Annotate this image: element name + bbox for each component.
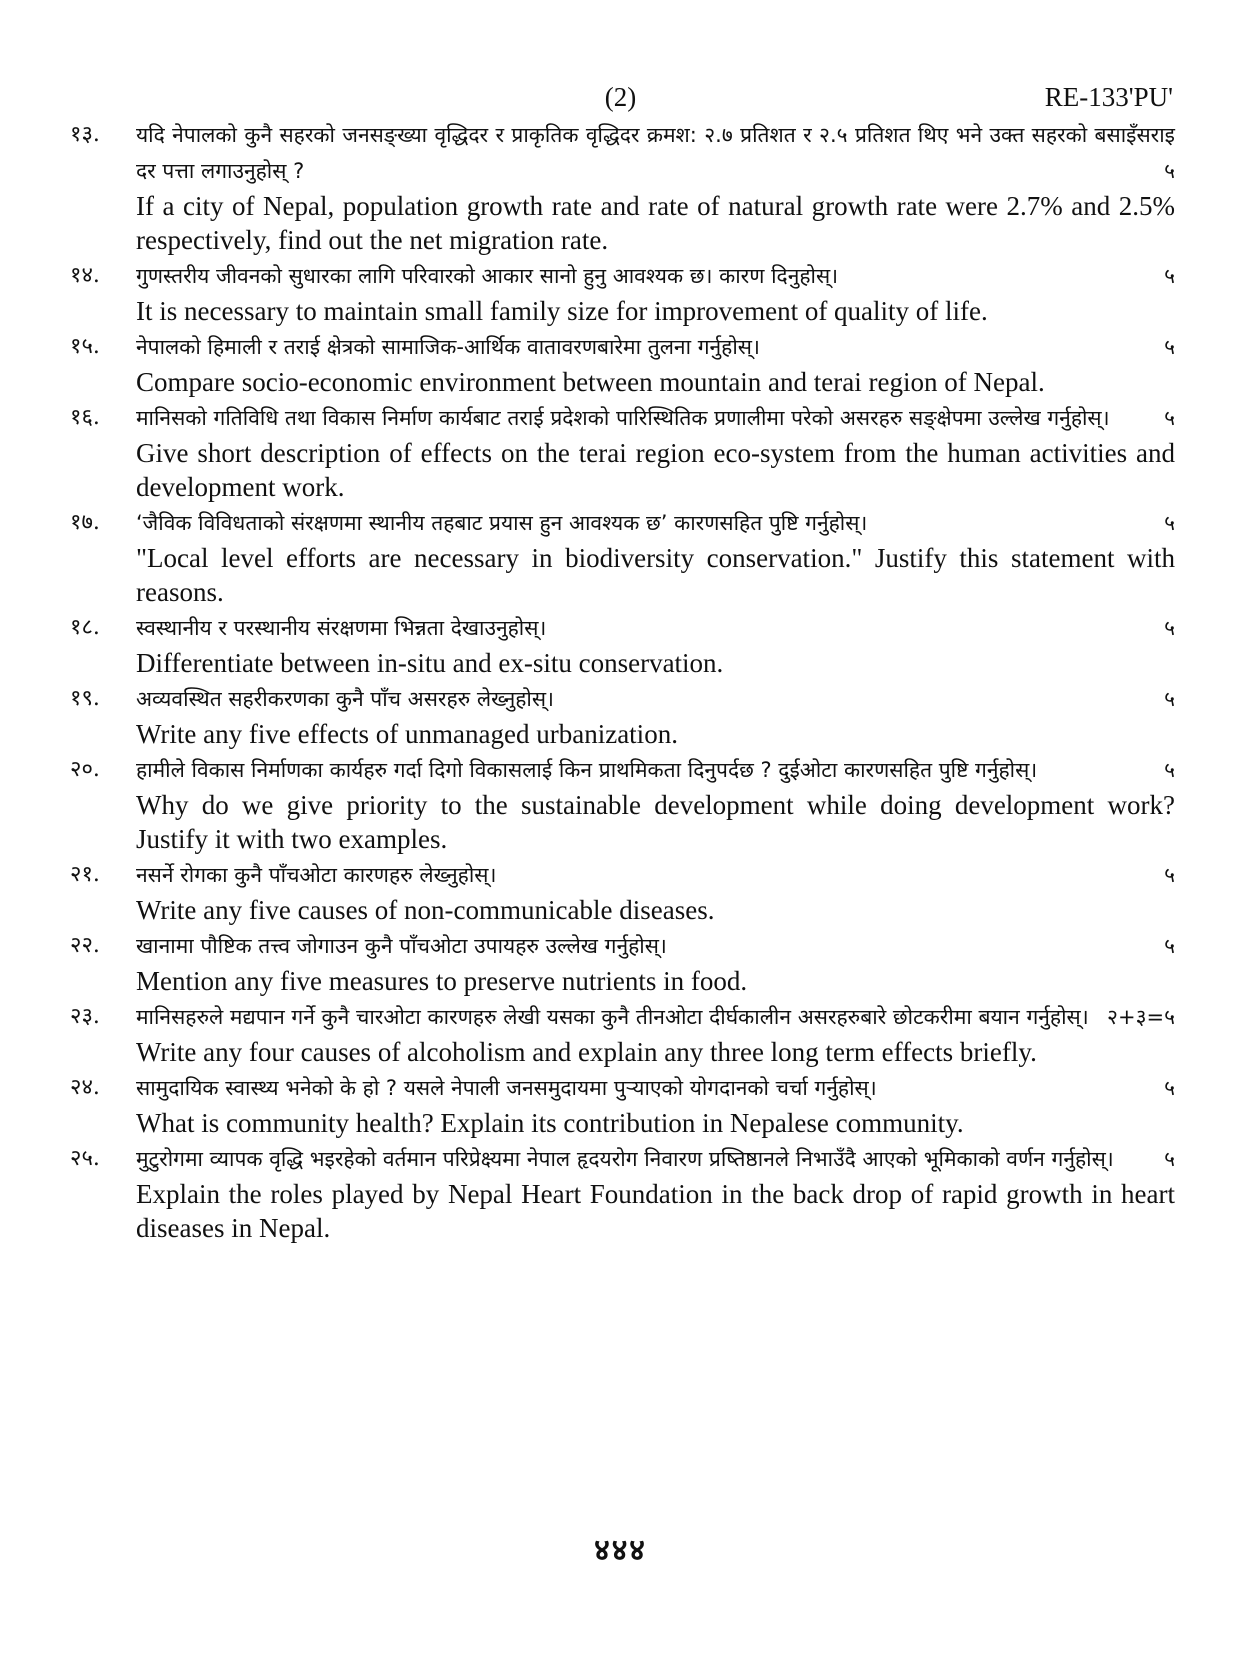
- end-of-paper-mark: ४४४: [594, 1533, 647, 1568]
- question-18: [70, 610, 1175, 680]
- question-text-nepali: ५ स्वस्थानीय र परस्थानीय संरक्षणमा भिन्नता देखाउनुहोस्।: [136, 610, 1175, 646]
- question-marks: ५: [1164, 1147, 1175, 1171]
- question-17: [70, 505, 1175, 609]
- question-number: १८.: [70, 615, 100, 640]
- question-text-nepali: मानिसको गतिविधि तथा विकास निर्माण कार्यबाट तराई प्रदेशको पारिस्थितिक प्रणालीमा परेको असरहरु सङ्क्षेपमा उल्लेख गर्नुहोस्। ५: [136, 400, 1175, 436]
- question-marks: ५: [1164, 863, 1175, 887]
- question-16: [70, 400, 1175, 504]
- question-20: [70, 752, 1175, 856]
- question-text-nepali: मुटुरोगमा व्यापक वृद्धि भइरहेको वर्तमान परिप्रेक्ष्यमा नेपाल हृदयरोग निवारण प्रष्तिष्ठानले निभाउँदै आएको भूमिकाको वर्णन गर्नुहोस्। ५: [136, 1141, 1175, 1177]
- question-marks: ५: [1164, 511, 1175, 535]
- question-marks: ५: [1164, 1076, 1175, 1100]
- question-number: २२.: [70, 933, 100, 958]
- question-number: १५.: [70, 334, 100, 359]
- question-text-nepali: ५ ‘जैविक विविधताको संरक्षणमा स्थानीय तहबाट प्रयास हुन आवश्यक छ’ कारणसहित पुष्टि गर्नुहोस्।: [136, 505, 1175, 541]
- question-text-nepali: ५ गुणस्तरीय जीवनको सुधारका लागि परिवारको आकार सानो हुनु आवश्यक छ। कारण दिनुहोस्।: [136, 258, 1175, 294]
- question-text-english: Write any five effects of unmanaged urbanization.: [136, 719, 678, 749]
- question-list: [70, 117, 1175, 1246]
- question-text-english: Mention any five measures to preserve nutrients in food.: [136, 966, 748, 996]
- question-15: [70, 329, 1175, 399]
- question-text-nepali: यदि नेपालको कुनै सहरको जनसङ्ख्या वृद्धिदर र प्राकृतिक वृद्धिदर क्रमश: २.७ प्रतिशत र २.५ प्रतिशत थिए भने उक्त सहरको बसाइँसराइ दर पत्ता लगाउनुहोस् ? ५: [136, 117, 1175, 189]
- question-marks: ५: [1164, 616, 1175, 640]
- question-text-english: Differentiate between in-situ and ex-situ conservation.: [136, 648, 724, 678]
- question-text-english: Write any five causes of non-communicable diseases.: [136, 895, 715, 925]
- question-marks: ५: [1164, 758, 1175, 782]
- question-text-nepali: ५ सामुदायिक स्वास्थ्य भनेको के हो ? यसले नेपाली जनसमुदायमा पुऱ्याएको योगदानको चर्चा गर्नुहोस्।: [136, 1070, 1175, 1106]
- question-marks: ५: [1164, 406, 1175, 430]
- question-25: [70, 1141, 1175, 1245]
- question-number: २३.: [70, 1004, 100, 1029]
- question-text-nepali: ५ नसर्ने रोगका कुनै पाँचओटा कारणहरु लेख्नुहोस्।: [136, 857, 1175, 893]
- question-number: १७.: [70, 510, 100, 535]
- question-text-nepali: ५ नेपालको हिमाली र तराई क्षेत्रको सामाजिक-आर्थिक वातावरणबारेमा तुलना गर्नुहोस्।: [136, 329, 1175, 365]
- question-19: [70, 681, 1175, 751]
- question-text-nepali: हामीले विकास निर्माणका कार्यहरु गर्दा दिगो विकासलाई किन प्राथमिकता दिनुपर्दछ ? दुईओटा कारणसहित पुष्टि गर्नुहोस्। ५: [136, 752, 1175, 788]
- question-marks: ५: [1164, 264, 1175, 288]
- question-marks: ५: [1164, 335, 1175, 359]
- question-14: [70, 258, 1175, 328]
- question-number: २५.: [70, 1146, 100, 1171]
- question-text-english: Write any four causes of alcoholism and explain any three long term effects briefly.: [136, 1037, 1037, 1067]
- question-text-nepali: ५ अव्यवस्थित सहरीकरणका कुनै पाँच असरहरु लेख्नुहोस्।: [136, 681, 1175, 717]
- question-number: १३.: [70, 122, 100, 147]
- question-23: [70, 999, 1175, 1069]
- question-24: [70, 1070, 1175, 1140]
- question-text-english: Compare socio-economic environment between mountain and terai region of Nepal.: [136, 367, 1045, 397]
- question-number: २०.: [70, 757, 100, 782]
- question-22: [70, 928, 1175, 998]
- question-marks: ५: [1164, 934, 1175, 958]
- question-number: २१.: [70, 862, 100, 887]
- question-number: १४.: [70, 263, 100, 288]
- question-marks: २+३=५: [1107, 1005, 1175, 1029]
- page-number: (2): [604, 82, 637, 112]
- question-text-nepali: मानिसहरुले मद्यपान गर्ने कुनै चारओटा कारणहरु लेखी यसका कुनै तीनओटा दीर्घकालीन असरहरुबारे छोटकरीमा बयान गर्नुहोस्। २+३=५: [136, 999, 1175, 1035]
- question-number: २४.: [70, 1075, 100, 1100]
- question-text-english: Why do we give priority to the sustainable development while doing development work? Justify it with two examples.: [136, 790, 1175, 854]
- question-text-english: What is community health? Explain its contribution in Nepalese community.: [136, 1108, 964, 1138]
- question-21: [70, 857, 1175, 927]
- question-text-english: "Local level efforts are necessary in biodiversity conservation." Justify this statement with reasons.: [136, 543, 1175, 607]
- question-text-english: Explain the roles played by Nepal Heart Foundation in the back drop of rapid growth in heart diseases in Nepal.: [136, 1179, 1175, 1243]
- question-13: [70, 117, 1175, 257]
- question-marks: ५: [1164, 159, 1175, 183]
- question-text-nepali: ५ खानामा पौष्टिक तत्त्व जोगाउन कुनै पाँचओटा उपायहरु उल्लेख गर्नुहोस्।: [136, 928, 1175, 964]
- question-text-english: It is necessary to maintain small family size for improvement of quality of life.: [136, 296, 988, 326]
- question-marks: ५: [1164, 687, 1175, 711]
- question-text-english: If a city of Nepal, population growth rate and rate of natural growth rate were 2.7% and 2.5% respectively, find out the net migration rate.: [136, 191, 1175, 255]
- question-number: १६.: [70, 405, 100, 430]
- question-text-english: Give short description of effects on the terai region eco-system from the human activities and development work.: [136, 438, 1175, 502]
- question-number: १९.: [70, 686, 100, 711]
- paper-code: RE-133'PU': [1044, 82, 1173, 112]
